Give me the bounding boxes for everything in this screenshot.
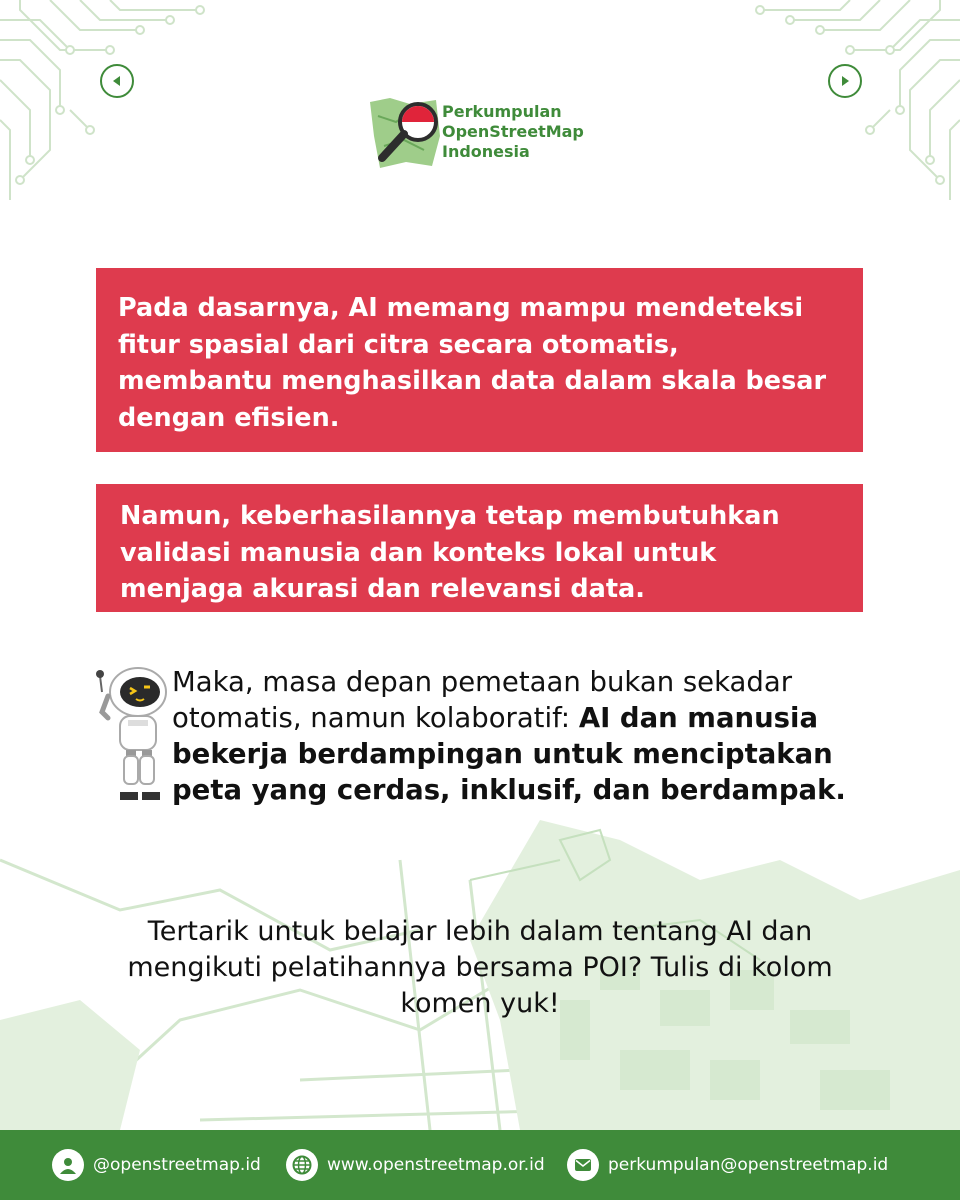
info-card-1-text: Pada dasarnya, AI memang mampu mendeteksi fitur spasial dari citra secara otomatis, membantu menghasilkan data dalam skala besar dengan efisien.	[118, 293, 827, 433]
user-icon	[52, 1149, 84, 1181]
closing-plain-text: Maka, masa depan pemetaan bukan sekadar otomatis, namun kolaboratif:	[172, 666, 793, 734]
closing-bold-text: AI dan manusia bekerja berdampingan untuk menciptakan peta yang cerdas, inklusif, dan berdampak.	[172, 702, 846, 806]
info-card-1	[96, 268, 863, 452]
info-card-2	[96, 484, 863, 612]
website-link[interactable]	[286, 1149, 545, 1181]
mail-icon	[567, 1149, 599, 1181]
social-handle-link[interactable]	[52, 1149, 261, 1181]
next-slide-button[interactable]	[828, 64, 862, 98]
call-to-action-text: Tertarik untuk belajar lebih dalam tentang AI dan mengikuti pelatihannya bersama POI? Tulis di kolom komen yuk!	[127, 916, 833, 1019]
chevron-right-icon	[838, 74, 852, 88]
info-card-2-text: Namun, keberhasilannya tetap membutuhkan validasi manusia dan konteks lokal untuk menjaga akurasi dan relevansi data.	[120, 501, 780, 604]
chevron-left-icon	[110, 74, 124, 88]
website-text: www.openstreetmap.or.id	[327, 1155, 545, 1175]
logo-wordmark	[442, 102, 584, 162]
email-text: perkumpulan@openstreetmap.id	[608, 1155, 889, 1175]
email-link[interactable]	[567, 1149, 888, 1181]
circuit-decoration-left	[0, 0, 240, 200]
closing-statement	[172, 664, 872, 808]
logo-line-1: Perkumpulan	[442, 102, 562, 121]
logo-line-3: Indonesia	[442, 142, 530, 161]
logo-line-2: OpenStreetMap	[442, 122, 584, 141]
robot-mascot-icon	[90, 662, 170, 804]
map-magnifier-icon	[366, 96, 446, 170]
footer-bar	[0, 1130, 960, 1200]
previous-slide-button[interactable]	[100, 64, 134, 98]
circuit-decoration-right	[720, 0, 960, 200]
social-handle-text: @openstreetmap.id	[93, 1155, 261, 1175]
osm-indonesia-logo	[366, 96, 596, 170]
globe-icon	[286, 1149, 318, 1181]
